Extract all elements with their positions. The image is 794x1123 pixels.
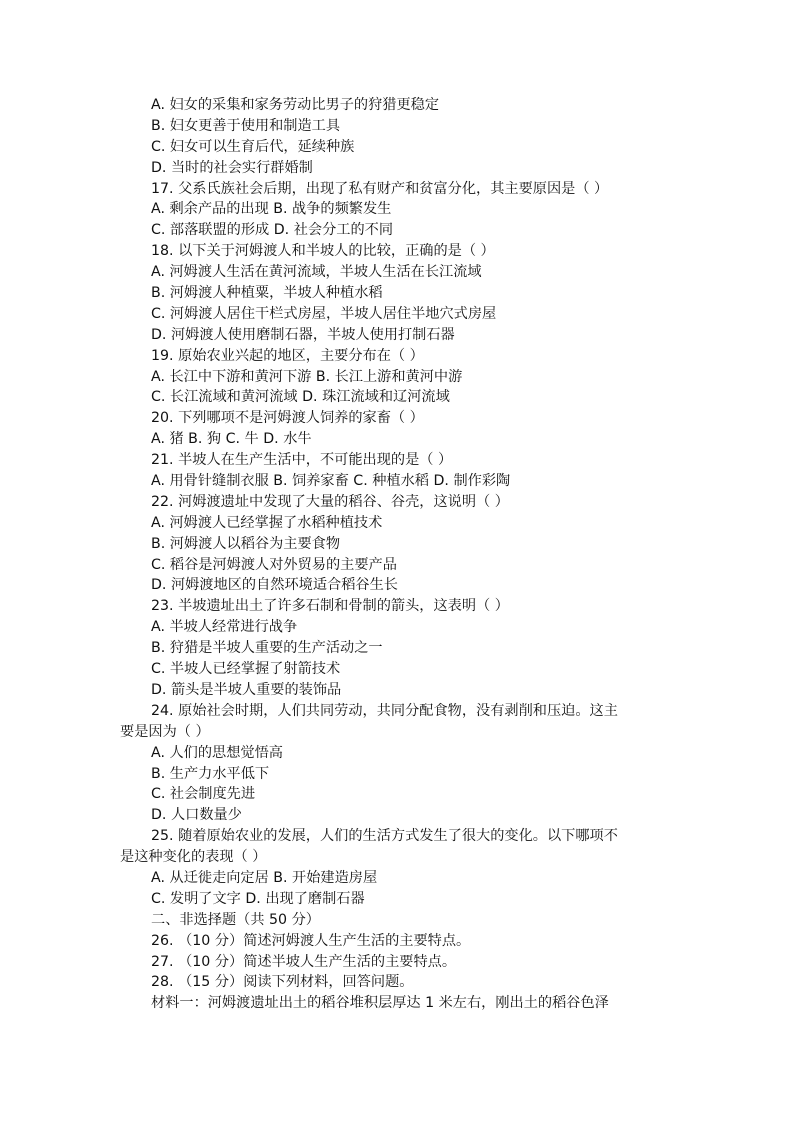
text-line: A. 从迁徙走向定居 B. 开始建造房屋 — [151, 869, 378, 886]
text-line: 18. 以下关于河姆渡人和半坡人的比较，正确的是（ ） — [151, 243, 495, 260]
text-line: C. 长江流域和黄河流域 D. 珠江流域和辽河流域 — [151, 389, 450, 406]
text-line: C. 妇女可以生育后代，延续种族 — [151, 138, 355, 155]
text-line: 20. 下列哪项不是河姆渡人饲养的家畜（ ） — [151, 410, 424, 427]
exam-text-block — [0, 95, 794, 1014]
text-line: B. 生产力水平低下 — [151, 765, 270, 782]
text-line: 19. 原始农业兴起的地区，主要分布在（ ） — [151, 347, 424, 364]
text-line: D. 河姆渡人使用磨制石器，半坡人使用打制石器 — [151, 326, 455, 343]
text-line: 28. （15 分）阅读下列材料，回答问题。 — [151, 974, 414, 991]
text-line: C. 发明了文字 D. 出现了磨制石器 — [151, 890, 365, 907]
text-line: B. 妇女更善于使用和制造工具 — [151, 117, 341, 134]
text-line: C. 部落联盟的形成 D. 社会分工的不同 — [151, 222, 394, 239]
text-line: 26. （10 分）简述河姆渡人生产生活的主要特点。 — [151, 932, 471, 949]
text-line: 材料一：河姆渡遗址出土的稻谷堆积层厚达 1 米左右，刚出土的稻谷色泽 — [151, 995, 609, 1012]
text-line: C. 半坡人已经掌握了射箭技术 — [151, 661, 341, 678]
text-line: C. 稻谷是河姆渡人对外贸易的主要产品 — [151, 556, 397, 573]
text-line: B. 狩猎是半坡人重要的生产活动之一 — [151, 640, 383, 657]
text-line: 23. 半坡遗址出土了许多石制和骨制的箭头，这表明（ ） — [151, 598, 509, 615]
text-line: B. 河姆渡人以稻谷为主要食物 — [151, 535, 341, 552]
text-line: C. 河姆渡人居住干栏式房屋，半坡人居住半地穴式房屋 — [151, 305, 497, 322]
text-line: A. 长江中下游和黄河下游 B. 长江上游和黄河中游 — [151, 368, 463, 385]
text-line: 二、非选择题（共 50 分） — [151, 911, 320, 928]
text-line: A. 半坡人经常进行战争 — [151, 619, 298, 636]
text-line: A. 河姆渡人生活在黄河流域，半坡人生活在长江流域 — [151, 264, 482, 281]
text-line: 27. （10 分）简述半坡人生产生活的主要特点。 — [151, 953, 457, 970]
text-line: A. 河姆渡人已经掌握了水稻种植技术 — [151, 514, 383, 531]
text-line: D. 河姆渡地区的自然环境适合稻谷生长 — [151, 577, 398, 594]
text-line: D. 箭头是半坡人重要的装饰品 — [151, 681, 342, 698]
text-line: 25. 随着原始农业的发展，人们的生活方式发生了很大的变化。以下哪项不 — [151, 828, 618, 845]
text-line: 24. 原始社会时期，人们共同劳动，共同分配食物，没有剥削和压迫。这主 — [151, 702, 618, 719]
text-line: 17. 父系氏族社会后期，出现了私有财产和贫富分化，其主要原因是（ ） — [151, 180, 609, 197]
text-line: D. 当时的社会实行群婚制 — [151, 159, 313, 176]
text-line: 是这种变化的表现（ ） — [120, 849, 267, 866]
text-line: A. 剩余产品的出现 B. 战争的频繁发生 — [151, 201, 392, 218]
text-line: A. 猪 B. 狗 C. 牛 D. 水牛 — [151, 431, 312, 448]
text-line: D. 人口数量少 — [151, 807, 242, 824]
text-line: 21. 半坡人在生产生活中，不可能出现的是（ ） — [151, 452, 453, 469]
text-line: A. 用骨针缝制衣服 B. 饲养家畜 C. 种植水稻 D. 制作彩陶 — [151, 473, 511, 490]
text-line: 22. 河姆渡遗址中发现了大量的稻谷、谷壳，这说明（ ） — [151, 493, 509, 510]
text-line: A. 人们的思想觉悟高 — [151, 744, 283, 761]
text-line: C. 社会制度先进 — [151, 786, 256, 803]
text-line: A. 妇女的采集和家务劳动比男子的狩猎更稳定 — [151, 97, 440, 113]
text-line: B. 河姆渡人种植粟，半坡人种植水稻 — [151, 285, 383, 302]
text-line: 要是因为（ ） — [120, 723, 210, 740]
